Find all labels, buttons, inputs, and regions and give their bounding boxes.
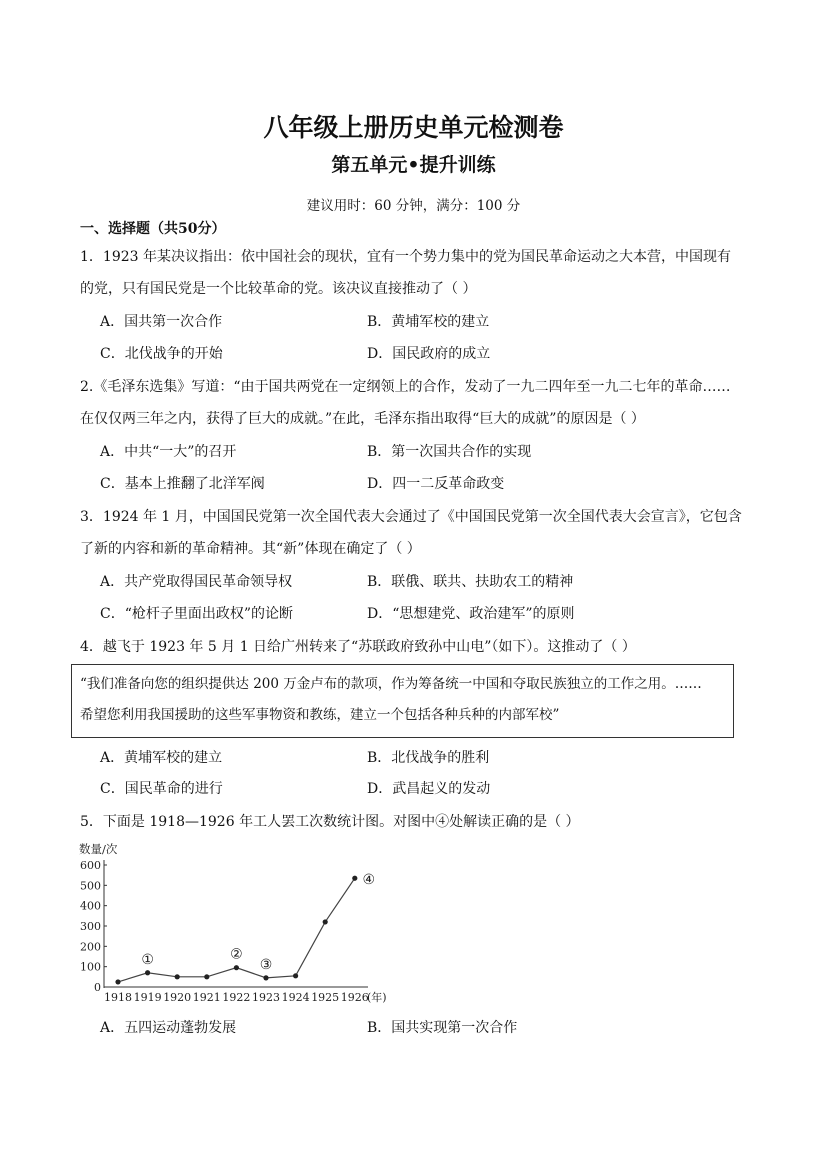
y-tick-label: 400	[80, 899, 101, 913]
q1-option-d: D．国民政府的成立	[367, 346, 491, 362]
question-3	[80, 501, 748, 565]
data-point	[204, 974, 209, 979]
x-tick-label: 1921	[192, 991, 221, 1004]
chart-y-axis-label: 数量/次	[79, 842, 118, 856]
chart-annotation: ③	[259, 956, 273, 973]
q5-option-a: A．五四运动蓬勃发展	[100, 1020, 237, 1036]
data-point	[352, 876, 357, 881]
y-tick-label: 0	[94, 981, 101, 994]
page-title: 八年级上册历史单元检测卷	[263, 113, 564, 142]
y-tick-label: 600	[80, 859, 101, 872]
question-2-line-2: 在仅仅两三年之内，获得了巨大的成就。”在此，毛泽东指出取得“巨大的成就”的原因是（ ）	[80, 411, 645, 427]
q1-option-b: B．黄埔军校的建立	[367, 314, 490, 330]
question-1-line-1: 1．1923 年某决议指出：依中国社会的现状，宜有一个势力集中的党为国民革命运动之大本营，中国现有	[80, 249, 731, 265]
q4-option-b: B．北伐战争的胜利	[367, 750, 490, 766]
quote-line-1: “我们准备向您的组织提供达 200 万金卢布的款项，作为筹备统一中国和夺取民族独立的工作之用。……	[80, 676, 702, 692]
data-point	[263, 975, 268, 980]
q4-option-d: D．武昌起义的发动	[367, 781, 491, 797]
x-tick-label: 1923	[252, 991, 280, 1004]
q3-option-b: B．联俄、联共、扶助农工的精神	[367, 574, 574, 590]
data-point	[115, 979, 120, 984]
chart-annotation: ④	[362, 872, 376, 889]
q2-option-d: D．四一二反革命政变	[367, 476, 505, 492]
q2-option-a: A．中共“一大”的召开	[100, 444, 237, 460]
chart-series-line	[118, 878, 355, 982]
x-tick-label: 1920	[163, 991, 192, 1004]
data-point	[323, 919, 328, 924]
q2-option-b: B．第一次国共合作的实现	[367, 444, 532, 460]
y-tick-label: 300	[80, 920, 101, 933]
q3-option-d: D．“思想建党、政治建军”的原则	[367, 606, 575, 622]
y-tick-label: 200	[80, 940, 101, 954]
q1-option-c: C．北伐战争的开始	[100, 346, 223, 362]
x-tick-label: 1918	[104, 991, 132, 1004]
q4-option-a: A．黄埔军校的建立	[100, 750, 223, 766]
x-tick-label: 1922	[222, 991, 251, 1004]
data-point	[175, 974, 180, 979]
x-tick-label: 1919	[133, 991, 162, 1004]
q5-option-b: B．国共实现第一次合作	[367, 1020, 518, 1036]
y-tick-label: 100	[80, 960, 101, 974]
question-3-line-2: 了新的内容和新的革命精神。其“新”体现在确定了（ ）	[80, 541, 421, 557]
question-2	[80, 371, 748, 435]
x-tick-label: 1926	[340, 991, 369, 1004]
question-5-line-1: 5．下面是 1918—1926 年工人罢工次数统计图。对图中④处解读正确的是（ ）	[80, 814, 580, 830]
data-point	[234, 965, 239, 970]
x-tick-label: 1925	[311, 991, 340, 1004]
data-point	[293, 973, 298, 978]
chart-x-axis-label: (年)	[367, 991, 387, 1004]
chart-annotation: ①	[141, 951, 154, 968]
section-heading: 一、选择题（共50分）	[80, 221, 226, 237]
y-tick-label: 500	[80, 879, 101, 893]
question-1-line-2: 的党，只有国民党是一个比较革命的党。该决议直接推动了（ ）	[80, 281, 477, 297]
question-4	[80, 631, 748, 663]
x-tick-label: 1924	[281, 991, 310, 1004]
data-point	[145, 970, 150, 975]
q3-option-c: C．“枪杆子里面出政权”的论断	[100, 606, 294, 622]
question-2-line-1: 2.《毛泽东选集》写道：“由于国共两党在一定纲领上的合作，发动了一九二四年至一九二七年的革命……	[80, 379, 731, 395]
q2-option-c: C．基本上推翻了北洋军阀	[100, 476, 265, 492]
question-3-line-1: 3．1924 年 1 月，中国国民党第一次全国代表大会通过了《中国国民党第一次全国代表大会宣言》，它包含	[80, 509, 742, 525]
question-4-line-1: 4．越飞于 1923 年 5 月 1 日给广州转来了“苏联政府致孙中山电”（如下）。这推动了（ ）	[80, 639, 636, 655]
chart-annotation: ②	[230, 946, 243, 963]
page-subtitle: 第五单元•提升训练	[331, 154, 496, 176]
quote-box	[71, 664, 734, 738]
q4-option-c: C．国民革命的进行	[100, 781, 223, 797]
question-1	[80, 241, 748, 305]
question-5	[80, 806, 748, 838]
q1-option-a: A．国共第一次合作	[100, 314, 223, 330]
time-score-info: 建议用时：60 分钟，满分：100 分	[306, 198, 521, 214]
q3-option-a: A．共产党取得国民革命领导权	[100, 574, 293, 590]
quote-line-2: 希望您利用我国援助的这些军事物资和教练，建立一个包括各种兵种的内部军校”	[80, 707, 560, 723]
